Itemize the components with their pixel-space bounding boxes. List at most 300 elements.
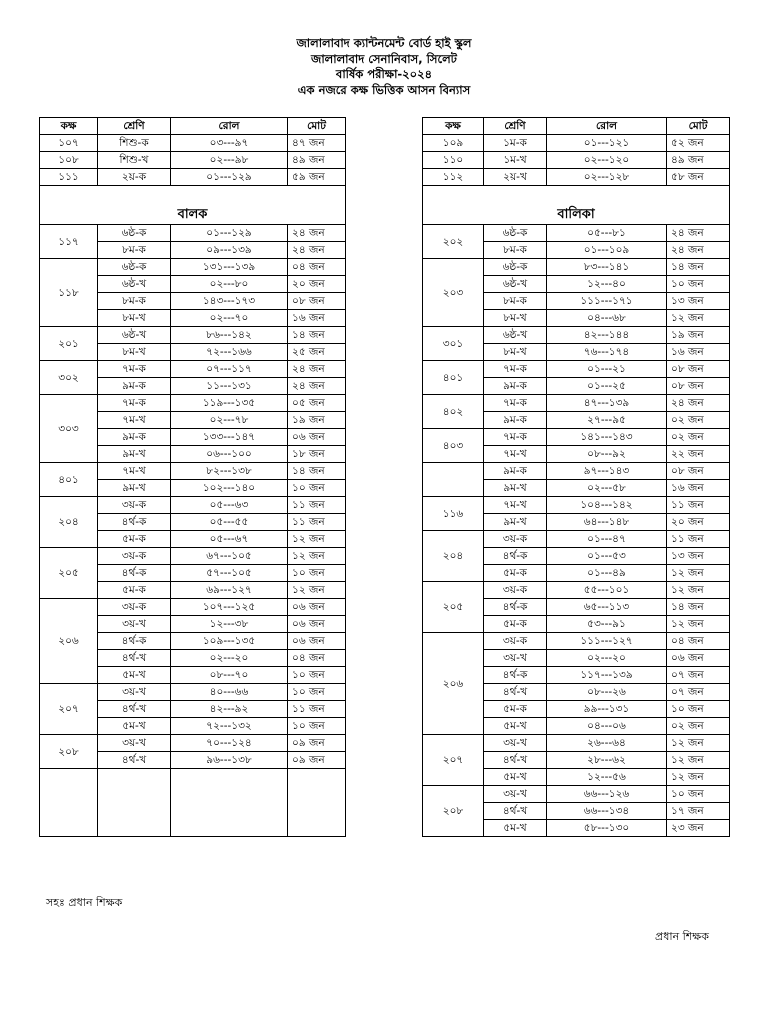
- empty-cell: [98, 769, 171, 837]
- class-cell: ৫ম-খ: [484, 820, 547, 837]
- roll-cell: ৬৪---১৪৮: [547, 514, 667, 531]
- class-cell: ৪র্থ-ক: [484, 548, 547, 565]
- column-gap: [346, 565, 423, 582]
- total-cell: ১২ জন: [288, 531, 346, 548]
- table-row: [40, 752, 730, 769]
- room-cell: ১০৮: [40, 152, 98, 169]
- room-cell: ২০৩: [423, 259, 484, 327]
- table-row: [40, 497, 730, 514]
- total-cell: ১০ জন: [288, 480, 346, 497]
- table-row: [40, 327, 730, 344]
- class-cell: ৬ষ্ঠ-খ: [484, 276, 547, 293]
- roll-cell: ৮২---১৩৮: [171, 463, 288, 480]
- room-cell: ১১৬: [423, 497, 484, 531]
- total-cell: ২০ জন: [667, 514, 730, 531]
- total-cell: ০৬ জন: [288, 429, 346, 446]
- total-cell: ০৮ জন: [667, 463, 730, 480]
- table-row: [40, 616, 730, 633]
- class-cell: ৭ম-খ: [484, 497, 547, 514]
- total-cell: ২৪ জন: [667, 242, 730, 259]
- column-gap: [346, 135, 423, 152]
- column-gap: [346, 718, 423, 735]
- roll-cell: ৭২---১৬৬: [171, 344, 288, 361]
- total-cell: ২৪ জন: [288, 242, 346, 259]
- roll-cell: ০৬---১০০: [171, 446, 288, 463]
- empty-cell: [171, 769, 288, 837]
- school-name: জালালাবাদ ক্যান্টনমেন্ট বোর্ড হাই স্কুল: [296, 36, 472, 50]
- total-cell: ০৪ জন: [288, 650, 346, 667]
- roll-cell: ১৩১---১৩৯: [171, 259, 288, 276]
- column-gap: [346, 786, 423, 803]
- room-cell: ২০৬: [423, 633, 484, 735]
- class-cell: ৯ম-খ: [484, 514, 547, 531]
- total-cell: ১২ জন: [667, 735, 730, 752]
- room-cell: ২০৭: [40, 684, 98, 735]
- header-total: মোট: [288, 118, 346, 135]
- roll-cell: ১২---৩৮: [171, 616, 288, 633]
- room-cell: ৪০১: [40, 463, 98, 497]
- roll-cell: ০১---৪৭: [547, 531, 667, 548]
- roll-cell: ১১---১৩১: [171, 378, 288, 395]
- total-cell: ০৮ জন: [288, 293, 346, 310]
- roll-cell: ০২---২০: [547, 650, 667, 667]
- roll-cell: ০৫---৬৩: [171, 497, 288, 514]
- total-cell: ১১ জন: [667, 497, 730, 514]
- class-cell: ৬ষ্ঠ-খ: [98, 327, 171, 344]
- roll-cell: ৫৮---১৩০: [547, 820, 667, 837]
- roll-cell: ৮৩---১৪১: [547, 259, 667, 276]
- room-cell: ২০১: [40, 327, 98, 361]
- room-cell: ২০৫: [40, 548, 98, 599]
- total-cell: ০৬ জন: [288, 633, 346, 650]
- column-gap: [346, 327, 423, 344]
- class-cell: ৩য়-ক: [484, 633, 547, 650]
- class-cell: ৯ম-ক: [98, 378, 171, 395]
- roll-cell: ০৮---৯২: [547, 446, 667, 463]
- section-header-row: [40, 186, 730, 225]
- table-row: [40, 361, 730, 378]
- section-boys: বালক: [40, 186, 346, 225]
- column-gap: [346, 752, 423, 769]
- total-cell: ৪৭ জন: [288, 135, 346, 152]
- class-cell: ৬ষ্ঠ-ক: [484, 259, 547, 276]
- class-cell: ১ম-খ: [484, 152, 547, 169]
- roll-cell: ০১---১২১: [547, 135, 667, 152]
- roll-cell: ৪০---৬৬: [171, 684, 288, 701]
- class-cell: ৭ম-ক: [484, 429, 547, 446]
- total-cell: ১০ জন: [667, 701, 730, 718]
- roll-cell: ১১৭---১৩৯: [547, 667, 667, 684]
- table-row: [40, 446, 730, 463]
- column-gap: [346, 395, 423, 412]
- total-cell: ১২ জন: [667, 310, 730, 327]
- roll-cell: ১২---৫৬: [547, 769, 667, 786]
- assistant-head-signature: সহঃ প্রধান শিক্ষক: [46, 896, 123, 909]
- room-cell: ১০৭: [40, 135, 98, 152]
- room-cell: ২০৬: [40, 599, 98, 684]
- class-cell: ২য়-খ: [484, 169, 547, 186]
- roll-cell: ০৪---৬৮: [547, 310, 667, 327]
- column-gap: [346, 480, 423, 497]
- header-class: শ্রেণি: [484, 118, 547, 135]
- column-gap: [346, 446, 423, 463]
- roll-cell: ০৮---৭০: [171, 667, 288, 684]
- class-cell: ৮ম-খ: [98, 344, 171, 361]
- column-gap: [346, 769, 423, 786]
- table-row: [40, 259, 730, 276]
- roll-cell: ৬৬---১৩৪: [547, 803, 667, 820]
- roll-cell: ০১---৫৩: [547, 548, 667, 565]
- roll-cell: ১১১---১৭১: [547, 293, 667, 310]
- roll-cell: ৬৫---১১৩: [547, 599, 667, 616]
- seat-plan-table: [39, 117, 730, 837]
- roll-cell: ৭৬---১৭৪: [547, 344, 667, 361]
- column-gap: [346, 259, 423, 276]
- roll-cell: ০১---৪৯: [547, 565, 667, 582]
- total-cell: ১২ জন: [667, 582, 730, 599]
- total-cell: ০৫ জন: [288, 395, 346, 412]
- roll-cell: ০৮---২৬: [547, 684, 667, 701]
- total-cell: ১০ জন: [288, 684, 346, 701]
- roll-cell: ৯৭---১৪৩: [547, 463, 667, 480]
- total-cell: ০৮ জন: [667, 361, 730, 378]
- room-cell: ১১২: [423, 169, 484, 186]
- empty-cell: [288, 769, 346, 837]
- column-gap: [346, 293, 423, 310]
- column-gap: [346, 225, 423, 242]
- class-cell: ৪র্থ-খ: [98, 752, 171, 769]
- column-gap: [346, 701, 423, 718]
- table-row: [40, 667, 730, 684]
- total-cell: ১২ জন: [667, 616, 730, 633]
- total-cell: ১২ জন: [667, 769, 730, 786]
- total-cell: ২৩ জন: [667, 820, 730, 837]
- class-cell: ৩য়-ক: [98, 548, 171, 565]
- total-cell: ০৪ জন: [667, 633, 730, 650]
- total-cell: ১০ জন: [667, 786, 730, 803]
- roll-cell: ০৫---৫৫: [171, 514, 288, 531]
- room-cell: ৩০১: [423, 327, 484, 361]
- total-cell: ১১ জন: [288, 701, 346, 718]
- total-cell: ২৫ জন: [288, 344, 346, 361]
- total-cell: ২০ জন: [288, 276, 346, 293]
- total-cell: ৫৮ জন: [667, 169, 730, 186]
- total-cell: ১১ জন: [288, 514, 346, 531]
- section-girls: বালিকা: [423, 186, 730, 225]
- room-cell: ২০৪: [423, 531, 484, 582]
- total-cell: ২৪ জন: [288, 361, 346, 378]
- table-row: [40, 378, 730, 395]
- total-cell: ৪৯ জন: [288, 152, 346, 169]
- total-cell: ০৬ জন: [288, 599, 346, 616]
- total-cell: ৫২ জন: [667, 135, 730, 152]
- total-cell: ৪৯ জন: [667, 152, 730, 169]
- column-gap: [346, 497, 423, 514]
- column-gap: [346, 344, 423, 361]
- table-row: [40, 735, 730, 752]
- total-cell: ০৭ জন: [667, 667, 730, 684]
- room-cell: ৪০১: [423, 361, 484, 395]
- column-gap: [346, 684, 423, 701]
- table-row: [40, 633, 730, 650]
- total-cell: ১৪ জন: [667, 599, 730, 616]
- class-cell: ৮ম-ক: [484, 242, 547, 259]
- total-cell: ১৬ জন: [667, 344, 730, 361]
- class-cell: ৫ম-ক: [484, 701, 547, 718]
- roll-cell: ১০৪---১৪২: [547, 497, 667, 514]
- total-cell: ১৪ জন: [667, 259, 730, 276]
- total-cell: ০৭ জন: [667, 684, 730, 701]
- table-row: [40, 769, 730, 786]
- total-cell: ০৬ জন: [667, 650, 730, 667]
- class-cell: ৮ম-ক: [98, 293, 171, 310]
- class-cell: ৩য়-খ: [484, 735, 547, 752]
- head-teacher-signature: প্রধান শিক্ষক: [655, 930, 709, 943]
- class-cell: ৪র্থ-খ: [98, 650, 171, 667]
- class-cell: ৩য়-খ: [484, 650, 547, 667]
- header-roll: রোল: [547, 118, 667, 135]
- roll-cell: ০২---১২৮: [547, 169, 667, 186]
- total-cell: ১২ জন: [288, 582, 346, 599]
- class-cell: ৬ষ্ঠ-খ: [98, 276, 171, 293]
- total-cell: ১২ জন: [667, 752, 730, 769]
- total-cell: ১৮ জন: [288, 446, 346, 463]
- class-cell: ৬ষ্ঠ-ক: [98, 259, 171, 276]
- column-gap: [346, 514, 423, 531]
- roll-cell: ০১---১২৯: [171, 169, 288, 186]
- total-cell: ০৬ জন: [288, 616, 346, 633]
- class-cell: ৫ম-খ: [98, 718, 171, 735]
- column-gap: [346, 735, 423, 752]
- total-cell: ১৬ জন: [288, 310, 346, 327]
- room-cell: ৪০৩: [423, 429, 484, 463]
- total-cell: ১৭ জন: [667, 803, 730, 820]
- class-cell: ৫ম-খ: [484, 718, 547, 735]
- total-cell: ২৪ জন: [667, 225, 730, 242]
- class-cell: ৩য়-ক: [98, 599, 171, 616]
- roll-cell: ০৩---৯৭: [171, 135, 288, 152]
- column-gap: [346, 650, 423, 667]
- exam-title: বার্ষিক পরীক্ষা-২০২৪: [335, 67, 433, 81]
- table-row: [40, 599, 730, 616]
- table-row: [40, 344, 730, 361]
- class-cell: ৫ম-ক: [98, 531, 171, 548]
- class-cell: ৪র্থ-খ: [484, 752, 547, 769]
- school-address: জালালাবাদ সেনানিবাস, সিলেট: [311, 51, 457, 66]
- table-row: [40, 463, 730, 480]
- class-cell: ৫ম-খ: [98, 667, 171, 684]
- class-cell: ৪র্থ-খ: [484, 684, 547, 701]
- roll-cell: ১০৯---১৩৫: [171, 633, 288, 650]
- document-subtitle: এক নজরে কক্ষ ভিত্তিক আসন বিন্যাস: [297, 82, 471, 97]
- room-cell: ২০৪: [40, 497, 98, 548]
- class-cell: ৪র্থ-ক: [484, 599, 547, 616]
- total-cell: ১৯ জন: [667, 327, 730, 344]
- column-gap: [346, 429, 423, 446]
- header-class: শ্রেণি: [98, 118, 171, 135]
- total-cell: ০২ জন: [667, 718, 730, 735]
- total-cell: ১৪ জন: [288, 327, 346, 344]
- class-cell: ৮ম-ক: [98, 242, 171, 259]
- table-row: [40, 412, 730, 429]
- room-cell: ৪০২: [423, 395, 484, 429]
- room-cell: ২০৭: [423, 735, 484, 786]
- roll-cell: ২৮---৬২: [547, 752, 667, 769]
- roll-cell: ২৬---৬৪: [547, 735, 667, 752]
- class-cell: ৩য়-খ: [98, 735, 171, 752]
- roll-cell: ০৫---৬৭: [171, 531, 288, 548]
- room-cell: ১১৮: [40, 259, 98, 327]
- column-gap: [346, 378, 423, 395]
- room-cell: ২০৫: [423, 582, 484, 633]
- class-cell: ৪র্থ-ক: [484, 667, 547, 684]
- total-cell: ১১ জন: [288, 497, 346, 514]
- class-cell: শিশু-ক: [98, 135, 171, 152]
- roll-cell: ০১---১২৯: [171, 225, 288, 242]
- class-cell: ৮ম-ক: [484, 293, 547, 310]
- roll-cell: ০২---৫৮: [547, 480, 667, 497]
- roll-cell: ৬৬---১২৬: [547, 786, 667, 803]
- table-row: [40, 480, 730, 497]
- total-cell: ১০ জন: [288, 718, 346, 735]
- total-cell: ২৪ জন: [288, 378, 346, 395]
- column-gap: [346, 531, 423, 548]
- room-cell: ১০৯: [423, 135, 484, 152]
- header-room: কক্ষ: [40, 118, 98, 135]
- class-cell: ৯ম-ক: [484, 378, 547, 395]
- total-cell: ৫৯ জন: [288, 169, 346, 186]
- roll-cell: ০২---৮০: [171, 276, 288, 293]
- room-cell: ১১১: [40, 169, 98, 186]
- class-cell: ৩য়-খ: [98, 684, 171, 701]
- header-roll: রোল: [171, 118, 288, 135]
- column-gap: [346, 616, 423, 633]
- class-cell: ৮ম-খ: [484, 344, 547, 361]
- roll-cell: ৪২---৯২: [171, 701, 288, 718]
- class-cell: ৯ম-খ: [98, 446, 171, 463]
- total-cell: ১১ জন: [667, 531, 730, 548]
- column-gap: [346, 361, 423, 378]
- table-row: [40, 293, 730, 310]
- room-cell: ১১০: [423, 152, 484, 169]
- roll-cell: ৯৯---১৩১: [547, 701, 667, 718]
- total-cell: ১৩ জন: [667, 548, 730, 565]
- class-cell: ৩য়-ক: [98, 497, 171, 514]
- total-cell: ২২ জন: [667, 446, 730, 463]
- room-cell: ৩০২: [40, 361, 98, 395]
- roll-cell: ০২---৭৮: [171, 412, 288, 429]
- table-header-row: [40, 118, 730, 135]
- table-row: [40, 152, 730, 169]
- class-cell: ৯ম-ক: [98, 429, 171, 446]
- roll-cell: ৯৬---১৩৮: [171, 752, 288, 769]
- total-cell: ১০ জন: [288, 667, 346, 684]
- table-row: [40, 548, 730, 565]
- room-cell: [423, 463, 484, 497]
- class-cell: ৫ম-ক: [484, 616, 547, 633]
- class-cell: ৩য়-খ: [98, 616, 171, 633]
- roll-cell: ৫৩---৯১: [547, 616, 667, 633]
- table-row: [40, 225, 730, 242]
- class-cell: ৭ম-ক: [98, 361, 171, 378]
- roll-cell: ৪২---১৪৪: [547, 327, 667, 344]
- class-cell: ৭ম-ক: [98, 395, 171, 412]
- header-total: মোট: [667, 118, 730, 135]
- class-cell: ৫ম-ক: [98, 582, 171, 599]
- class-cell: ৩য়-ক: [484, 531, 547, 548]
- empty-cell: [40, 769, 98, 837]
- class-cell: ৭ম-ক: [484, 361, 547, 378]
- column-gap: [346, 803, 423, 820]
- total-cell: ১০ জন: [288, 565, 346, 582]
- roll-cell: ০১---২১: [547, 361, 667, 378]
- total-cell: ১৯ জন: [288, 412, 346, 429]
- class-cell: ৭ম-খ: [98, 412, 171, 429]
- column-gap: [346, 820, 423, 837]
- table-row: [40, 310, 730, 327]
- roll-cell: ১২---৪০: [547, 276, 667, 293]
- class-cell: ৭ম-ক: [484, 395, 547, 412]
- class-cell: ৩য়-খ: [484, 786, 547, 803]
- roll-cell: ০৪---০৬: [547, 718, 667, 735]
- column-gap: [346, 276, 423, 293]
- class-cell: শিশু-খ: [98, 152, 171, 169]
- table-row: [40, 565, 730, 582]
- column-gap: [346, 667, 423, 684]
- class-cell: ৬ষ্ঠ-খ: [484, 327, 547, 344]
- roll-cell: ৭০---১২৪: [171, 735, 288, 752]
- class-cell: ১ম-ক: [484, 135, 547, 152]
- table-row: [40, 242, 730, 259]
- class-cell: ৫ম-ক: [484, 565, 547, 582]
- seat-plan-body: [40, 118, 730, 837]
- roll-cell: ০২---৭০: [171, 310, 288, 327]
- roll-cell: ৮৬---১৪২: [171, 327, 288, 344]
- class-cell: ৫ম-খ: [484, 769, 547, 786]
- roll-cell: ১৪১---১৪৩: [547, 429, 667, 446]
- table-row: [40, 514, 730, 531]
- column-gap: [346, 169, 423, 186]
- table-row: [40, 582, 730, 599]
- total-cell: ০৯ জন: [288, 752, 346, 769]
- document-header: [0, 36, 768, 98]
- class-cell: ৪র্থ-ক: [98, 565, 171, 582]
- column-gap: [346, 599, 423, 616]
- roll-cell: ১০২---১৪০: [171, 480, 288, 497]
- roll-cell: ৪৭---১৩৯: [547, 395, 667, 412]
- table-row: [40, 395, 730, 412]
- class-cell: ৬ষ্ঠ-ক: [98, 225, 171, 242]
- total-cell: ১৩ জন: [667, 293, 730, 310]
- total-cell: ১০ জন: [667, 276, 730, 293]
- total-cell: ১৪ জন: [288, 463, 346, 480]
- total-cell: ১৬ জন: [667, 480, 730, 497]
- class-cell: ৯ম-ক: [484, 463, 547, 480]
- class-cell: ৪র্থ-ক: [98, 633, 171, 650]
- total-cell: ২৪ জন: [288, 225, 346, 242]
- total-cell: ২৪ জন: [667, 395, 730, 412]
- roll-cell: ০২---১২০: [547, 152, 667, 169]
- column-gap: [346, 118, 423, 135]
- column-gap: [346, 463, 423, 480]
- roll-cell: ৭২---১৩২: [171, 718, 288, 735]
- roll-cell: ৬৭---১০৫: [171, 548, 288, 565]
- table-row: [40, 429, 730, 446]
- roll-cell: ০২---২০: [171, 650, 288, 667]
- room-cell: ৩০৩: [40, 395, 98, 463]
- roll-cell: ১০৭---১২৫: [171, 599, 288, 616]
- class-cell: ৪র্থ-ক: [98, 514, 171, 531]
